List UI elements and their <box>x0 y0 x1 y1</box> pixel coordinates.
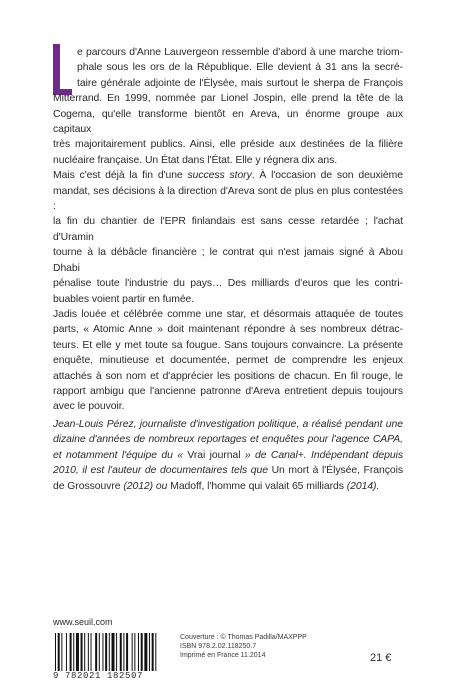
publisher-website: www.seuil.com <box>53 617 113 627</box>
barcode-bar <box>84 633 85 671</box>
barcode-bar <box>61 633 62 671</box>
barcode-bar <box>58 633 60 671</box>
credits-block <box>180 633 307 661</box>
barcode-bar <box>88 633 89 671</box>
barcode-bar <box>95 633 97 671</box>
summary-paragraph-3: Jadis louée et célébrée comme une star, et désormais attaquée de toutes parts, « Atomic Anne » doit maintenant répondre à ses nombreux détrac- teurs. Et elle y met toute sa fougue. Sans toujours convaincre. La présente enquête, minutieuse et documentée, permet de comprendre les enjeux attachés à son nom et d'apprécier les positions de chacun. En fil rouge, le rapport ambigu que l'ancienne patronne d'Areva entretient depuis toujours avec le pouvoir. <box>53 308 403 413</box>
barcode-bar <box>123 633 124 671</box>
barcode-bar <box>141 633 143 671</box>
barcode-digits: 9 782021 182507 <box>53 671 144 681</box>
author-bio: Jean-Louis Pérez, journaliste d'investigation politique, a réalisé pendant une dizaine d'années de nombreux reportages et enquêtes pour l'agence CAPA, et notamment l'équipe du « Vrai journal » de Canal+. Indépendant depuis 2010, il est l'auteur de documentaires tels que Un mort à l'Élysée, François de Grossouvre (2012) ou Madoff, l'homme qui valait 65 milliards (2014). <box>53 419 403 492</box>
barcode-bar <box>55 633 56 671</box>
barcode-bar <box>155 633 156 671</box>
barcode-bar <box>112 633 115 671</box>
barcode-bar <box>138 633 139 671</box>
barcode-bar <box>81 633 83 671</box>
barcode-bar <box>66 633 67 671</box>
barcode-bar <box>144 633 147 671</box>
barcode-bar <box>116 633 117 671</box>
barcode-bar <box>120 633 122 671</box>
barcode-bar <box>70 633 72 671</box>
cover-credit: Couverture : © Thomas Padilla/MAXPPP <box>180 634 307 641</box>
barcode-bar <box>109 633 110 671</box>
isbn-line: ISBN 978.2.02.118250.7 <box>180 643 257 651</box>
barcode-bar <box>149 633 150 671</box>
barcode-bar <box>99 633 100 671</box>
barcode-bar <box>105 633 107 671</box>
barcode-bar <box>132 633 133 671</box>
barcode-bar <box>134 633 135 671</box>
print-line: Imprimé en France 11.2014 <box>180 652 266 660</box>
barcode-bar <box>126 633 128 671</box>
barcode-bars <box>53 633 159 671</box>
isbn-barcode <box>53 633 159 671</box>
summary-text <box>53 45 403 415</box>
barcode-bar <box>76 633 79 671</box>
summary-paragraph-2: Mais c'est déjà la fin d'une success story. À l'occasion de son deuxième mandat, ses décisions à la direction d'Areva sont de plus en plus contestées : la fin du chantier de l'EPR finlandais est sans cesse retardée ; l'achat d'Uramin tourne à la débâcle financière ; le contrat qui n'est jamais signé à Abou Dhabi pénalise toute l'industrie du pays… Des milliards d'euros que les contri- buables voient partir en fumée. <box>53 170 403 305</box>
barcode-bar <box>152 633 154 671</box>
summary-paragraph-1: e parcours d'Anne Lauvergeon ressemble d'abord à une marche triom- phale sous les ors de la République. Elle devient à 31 ans la secré- taire générale adjointe de l'Élysée, mais surtout le sherpa de François Mitterrand. En 1999, nommée par Lionel Jospin, elle prend la tête de la Cogema, qu'elle transforme bientôt en Areva, un énorme groupe aux capitaux très majoritairement publics. Ainsi, elle préside aux destinées de la filière nucléaire française. Un État dans l'État. Elle y régnera dix ans. <box>53 47 403 166</box>
price: 21 € <box>370 652 392 664</box>
barcode-bar <box>73 633 74 671</box>
barcode-bar <box>91 633 92 671</box>
barcode-bar <box>102 633 103 671</box>
